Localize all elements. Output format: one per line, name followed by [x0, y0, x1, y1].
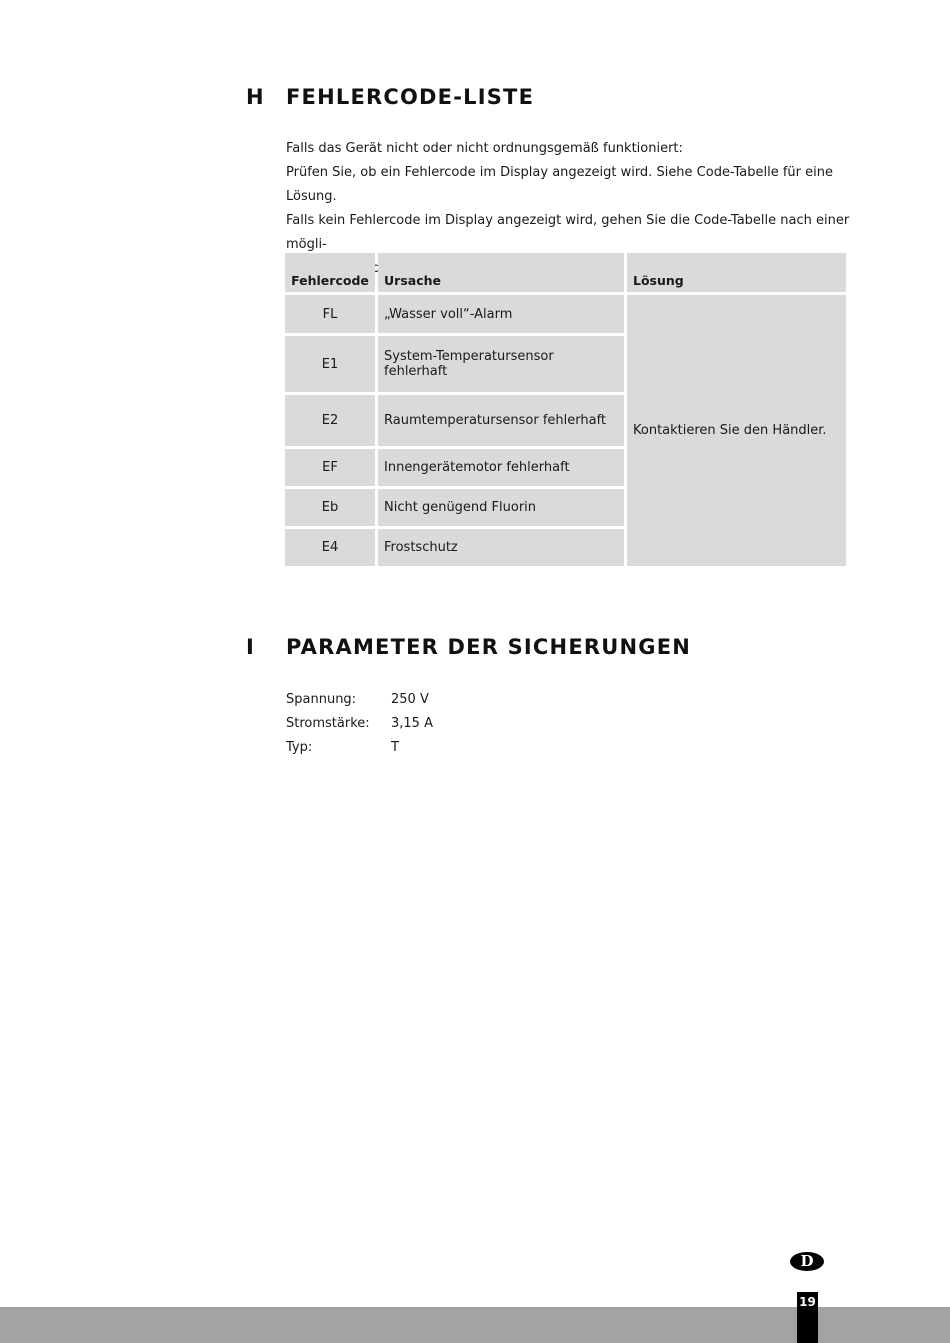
language-badge: D — [790, 1252, 824, 1271]
error-code-cell: E4 — [285, 529, 375, 566]
cause-cell: Innengerätemotor fehlerhaft — [378, 449, 624, 486]
section-h-title: FEHLERCODE-LISTE — [286, 85, 535, 109]
error-code-cell: E2 — [285, 395, 375, 446]
table-header-row — [285, 253, 846, 292]
param-value: 3,15 A — [391, 716, 433, 731]
error-code-cell: E1 — [285, 336, 375, 392]
cause-cell: Frostschutz — [378, 529, 624, 566]
cause-cell: System-Temperatursensor fehlerhaft — [378, 336, 624, 392]
error-code-cell: FL — [285, 295, 375, 333]
header-loesung: Lösung — [627, 253, 846, 292]
intro-line: Prüfen Sie, ob ein Fehlercode im Display angezeigt wird. Siehe Code-Tabelle für eine Lösung. — [286, 165, 833, 204]
cause-cell: „Wasser voll“-Alarm — [378, 295, 624, 333]
table-row — [285, 295, 846, 333]
intro-line: Falls kein Fehlercode im Display angezeigt wird, gehen Sie die Code-Tabelle nach einer mögli- — [286, 213, 850, 252]
error-code-cell: EF — [285, 449, 375, 486]
param-row — [286, 736, 433, 760]
param-row — [286, 712, 433, 736]
param-label: Spannung: — [286, 692, 357, 707]
section-i-title: PARAMETER DER SICHERUNGEN — [286, 635, 692, 659]
param-value: 250 V — [391, 692, 429, 707]
param-value: T — [391, 740, 399, 755]
section-i-letter: I — [246, 635, 256, 659]
fuse-parameters — [286, 688, 433, 760]
error-code-cell: Eb — [285, 489, 375, 526]
param-label: Typ: — [286, 740, 313, 755]
param-row — [286, 688, 433, 712]
cause-cell: Nicht genügend Fluorin — [378, 489, 624, 526]
param-label: Stromstärke: — [286, 716, 370, 731]
intro-line: Falls das Gerät nicht oder nicht ordnungsgemäß funktioniert: — [286, 141, 683, 156]
section-h-letter: H — [246, 85, 265, 109]
header-fehlercode: Fehlercode — [285, 253, 375, 292]
cause-cell: Raumtemperatursensor fehlerhaft — [378, 395, 624, 446]
error-code-table — [282, 250, 849, 569]
header-ursache: Ursache — [378, 253, 624, 292]
solution-cell: Kontaktieren Sie den Händler. — [627, 295, 846, 566]
page-number: 19 — [797, 1292, 818, 1343]
